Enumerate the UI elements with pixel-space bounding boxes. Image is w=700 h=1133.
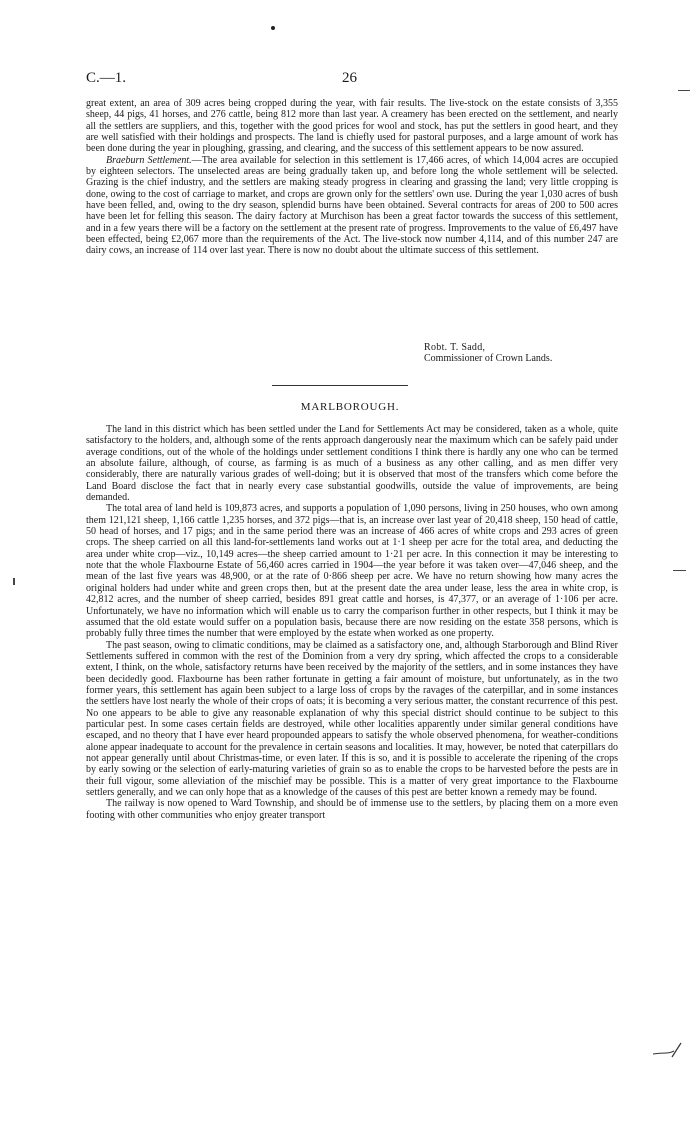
paragraph: The railway is now opened to Ward Township, and should be of immense use to the settlers, by placing them on a more even footing with other communities who enjoy greater transport bbox=[86, 798, 618, 821]
paragraph-text: —The area available for selection in this settlement is 17,466 acres, of which 14,004 acres are occupied by eighteen selectors. The unselected areas are being gradually taken up, and before long the whole settlement will be selected. Grazing is the chief industry, and the settlers are making steady progress in clearing and grassing the land; very little cropping is done, owing to the cost of carriage to market, and crops are grown only for the settlers' own use. During the year 1,030 acres of bush have been felled, and, owing to the dry season, splendid burns have been obtained. Several contracts for areas of 200 to 500 acres have been let for felling this season. The dairy factory at Murchison has been a great factor towards the success of this settlement, and in a few years there will be a factory on the settlement at the present rate of progress. Improvements to the value of £6,497 have been effected, being £2,067 more than the requirements of the Act. The live-stock now number 4,114, and of this number 247 are dairy cows, an increase of 114 over last year. There is now no doubt about the ultimate success of this settlement. bbox=[86, 154, 619, 257]
margin-mark bbox=[13, 578, 15, 585]
pen-mark bbox=[652, 1040, 682, 1062]
document-reference: C.—1. bbox=[86, 70, 127, 86]
section-divider bbox=[272, 385, 408, 386]
paragraph: The land in this district which has been settled under the Land for Settlements Act may be considered, taken as a whole, quite satisfactory to the holders, and, although some of the rents approach dangerously near the maximum which can be safely paid under average conditions, out of the whole of the holdings under settlement conditions I think there is hardly any one who can be termed an absolute failure, although, of course, as farming is as much of a business as any other calling, and as men differ very considerably, there are naturally various grades of well-doing; but it is observed that most of the transfers which come before the Land Board disclose the fact that in nearly every case substantial goodwills, outside the value of improvements, are being demanded. bbox=[86, 424, 618, 504]
marlborough-section bbox=[86, 424, 618, 821]
braeburn-section bbox=[86, 98, 618, 257]
page-header bbox=[86, 70, 616, 90]
paragraph: great extent, an area of 309 acres being cropped during the year, with fair results. The live-stock on the estate consists of 3,355 sheep, 44 pigs, 41 horses, and 276 cattle, being 812 more than last year. A creamery has been erected on the settlement, and nearly all the settlers are suppliers, and this, together with the good prices for wool and stock, has put the settlers in good heart, and they are well satisfied with their holdings and prospects. The land is chiefly used for pastoral purposes, and a large amount of work has been done during the year in ploughing, grassing, and clearing, and the success of this settlement appears to be now assured. bbox=[86, 98, 618, 155]
signatory-title: Commissioner of Crown Lands. bbox=[424, 353, 553, 365]
page-number: 26 bbox=[342, 70, 357, 86]
paragraph: The past season, owing to climatic conditions, may be claimed as a satisfactory one, and, although Starborough and Blind River Settlements suffered in common with the rest of the Dominion from a very dry spring, which affected the crops to a considerable extent, I think, on the whole, satisfactory returns have been received by the majority of the settlers, and in some instances they have been decidedly good. Flaxbourne has been rather fortunate in getting a fair amount of moisture, but unfortunately, as in the two former years, this settlement has again been subject to a large loss of crops by the ravages of the caterpillar, and in some instances the settlers have lost nearly the whole of their crops of oats; it is becoming a very serious matter, the constant recurrence of this pest. No one appears to be able to give any reasonable explanation of why this special district should continue to be subject to this particular pest. In some cases certain fields are destroyed, while other localities apparently under similar general conditions have escaped, and no theory that I have ever heard propounded appears to satisfy the whole observed phenomena, for weather-conditions alone appear inadequate to account for the prevalence in certain seasons and localities. It may, however, be noted that caterpillars do not appear generally until about Christmas-time, or even later. If this is so, and it is possible to accelerate the ripening of the crops by early sowing or the selection of early-maturing varieties of grain so as to enable the crops to be harvested before the pests are in their full vigour, some alleviation of the mischief may be possible. This is a matter of very great importance to the Flaxbourne settlers generally, and we can only hope that as a knowledge of the causes of this pest are better known a remedy may be found. bbox=[86, 639, 618, 798]
section-heading: Braeburn Settlement. bbox=[106, 154, 192, 166]
margin-mark bbox=[678, 90, 690, 91]
signatory-name: Robt. T. Sadd, bbox=[424, 342, 486, 353]
paragraph: The total area of land held is 109,873 acres, and supports a population of 1,090 persons, living in 250 houses, who own among them 121,121 sheep, 1,166 cattle 1,235 horses, and 372 pigs—that is, an increase over last year of 20,418 sheep, 150 head of cattle, 50 head of horses, and 17 pigs; and in the same period there was an increase of 466 acres of white crops and 293 acres of green crops. The sheep carried on all this land-for-settlements land works out at 1·1 sheep per acre for the total area, and deducting the area under white crop—viz., 10,149 acres—the sheep carried amount to 1·21 per acre. In this connection it may be interesting to note that the whole Flaxbourne Estate of 56,460 acres carried in 1904—the year before it was taken over—47,046 sheep, and the mean of the last five years was 48,900, or at the rate of 0·866 sheep per acre. We have no return showing how many acres the original holders had under white and green crops then, but at the present date the area under lease, less the area in white crop, is 42,812 acres, and the number of sheep carried, besides 891 great cattle and horses, is 47,377, or an average of 1·106 per acre. Unfortunately, we have no information which will enable us to carry the comparison further in other respects, but I think it may be assumed that the old estate would suffer on a population basis, because there are now residing on the estate 358 persons, which is probably fully three times the number that were employed by the estate when worked as one property. bbox=[86, 503, 618, 640]
margin-mark bbox=[673, 570, 686, 571]
paragraph bbox=[86, 155, 618, 257]
section-title: MARLBOROUGH. bbox=[300, 401, 400, 413]
page-dot-mark bbox=[271, 26, 275, 30]
